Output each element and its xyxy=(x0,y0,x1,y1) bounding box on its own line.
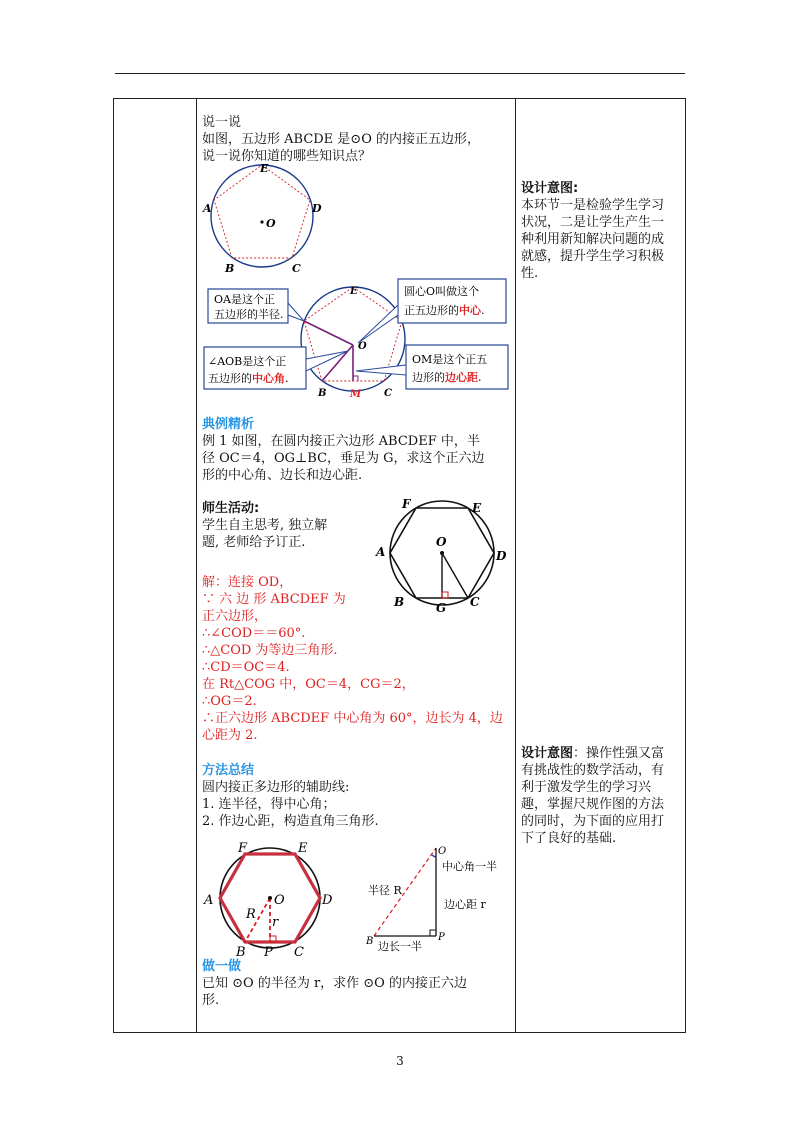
header-rule xyxy=(115,73,685,74)
callout-om-keyword: 边心距 xyxy=(445,371,478,384)
solution-line-2: ∵ 六 边 形 ABCDEF 为 xyxy=(202,592,346,607)
label-apothem: 边心距 r xyxy=(444,898,486,911)
hexagon-figure-2 xyxy=(200,838,340,960)
label-C: C xyxy=(384,388,392,399)
label-E: E xyxy=(260,162,269,175)
label-A: A xyxy=(376,545,386,559)
label-F: F xyxy=(402,497,411,511)
callout-aob-period: . xyxy=(285,372,289,385)
solution-line-8: ∴OG＝2. xyxy=(202,694,257,709)
solution-line-9: ∴正六边形 ABCDEF 中心角为 60°，边长为 4，边 xyxy=(202,711,503,726)
label-r: r xyxy=(272,915,279,930)
method-summary xyxy=(202,762,514,830)
do-it-heading: 做一做 xyxy=(202,959,242,974)
callout-om-period: . xyxy=(478,371,482,384)
callout-center-line1: 圆心O叫做这个 xyxy=(404,285,480,298)
method-line-3: 2. 作边心距，构造直角三角形. xyxy=(202,814,379,829)
label-B: B xyxy=(366,936,374,947)
solution-line-5: ∴△COD 为等边三角形. xyxy=(202,643,338,658)
right-triangle-figure xyxy=(360,842,515,954)
svg-text:正五边形的中心. xyxy=(404,303,485,317)
label-half-angle: 中心角一半 xyxy=(442,860,497,873)
design-intent-1-line-3: 种利用新知解决问题的成 xyxy=(521,232,665,247)
callout-om-line1: OM是这个正五 xyxy=(412,353,488,366)
say-line-1: 如图，五边形 ABCDE 是⊙O 的内接正五边形， xyxy=(202,132,480,147)
say-line-2: 说一说你知道的哪些知识点？ xyxy=(202,149,372,164)
label-O: O xyxy=(358,341,367,352)
column-divider-1 xyxy=(196,99,197,1032)
design-intent-2-line-5: 下了良好的基础. xyxy=(521,831,617,846)
label-O: O xyxy=(436,535,447,549)
solution-line-3: 正六边形， xyxy=(202,609,268,624)
teacher-activity xyxy=(202,500,377,551)
design-intent-1-line-2: 状况，二是让学生产生一 xyxy=(521,215,665,230)
main-column xyxy=(202,114,512,165)
label-B: B xyxy=(236,945,246,960)
design-intent-2-line-2: 利于激发学生的学习兴 xyxy=(521,780,652,795)
do-it-line-2: 形. xyxy=(202,993,220,1008)
method-heading: 方法总结 xyxy=(202,763,255,778)
callout-center-text: 正五边形的 xyxy=(404,304,459,317)
example-line-2: 径 OC＝4，OG⊥BC，垂足为 G，求这个正六边 xyxy=(202,451,485,466)
solution-line-1: 解：连接 OD， xyxy=(202,575,293,590)
svg-text:五边形的中心角. xyxy=(208,371,289,385)
teacher-line-2: 题, 老师给予订正. xyxy=(202,535,306,550)
label-O: O xyxy=(266,217,276,230)
label-D: D xyxy=(496,549,507,563)
label-E: E xyxy=(298,841,308,856)
design-intent-2-line-4: 的同时，为下面的应用打 xyxy=(521,814,665,829)
pentagon-figure xyxy=(200,162,320,277)
column-divider-2 xyxy=(515,99,516,1032)
label-B: B xyxy=(394,595,405,609)
solution-line-10: 心距为 2. xyxy=(202,728,258,743)
example-section xyxy=(202,416,514,484)
design-intent-2-line-3: 趣，掌握尺规作图的方法 xyxy=(521,797,665,812)
design-intent-1-line-4: 就感，提升学生学习积极 xyxy=(521,249,665,264)
label-G: G xyxy=(436,601,447,615)
label-P: P xyxy=(438,932,445,943)
label-D: D xyxy=(312,202,322,215)
label-P: P xyxy=(264,945,273,960)
design-intent-2-line-1: 有挑战性的数学活动，有 xyxy=(521,763,665,778)
label-C: C xyxy=(292,262,301,275)
design-intent-2 xyxy=(521,745,681,847)
do-it-line-1: 已知 ⊙O 的半径为 r，求作 ⊙O 的内接正六边 xyxy=(202,976,467,991)
callout-om-text: 边形的 xyxy=(412,371,445,384)
method-line-1: 圆内接正多边形的辅助线: xyxy=(202,780,350,795)
label-A: A xyxy=(204,893,214,908)
teacher-line-1: 学生自主思考, 独立解 xyxy=(202,518,328,533)
design-intent-2-title: 设计意图 xyxy=(521,746,574,761)
label-B: B xyxy=(318,388,327,399)
label-C: C xyxy=(294,945,304,960)
design-intent-2-title-rest: ：操作性强又富 xyxy=(573,746,665,761)
annotated-pentagon-figure xyxy=(200,275,512,405)
label-O: O xyxy=(274,893,285,908)
label-A: A xyxy=(203,202,212,215)
label-half-side: 边长一半 xyxy=(378,940,422,953)
solution-line-4: ∴∠COD＝＝60°. xyxy=(202,626,306,641)
solution-line-6: ∴CD＝OC＝4. xyxy=(202,660,290,675)
design-intent-1 xyxy=(521,180,681,282)
example-line-1: 例 1 如图，在圆内接正六边形 ABCDEF 中，半 xyxy=(202,434,480,449)
design-intent-1-line-1: 本环节一是检验学生学习 xyxy=(521,198,665,213)
label-radius: 半径 R xyxy=(368,884,402,897)
solution-line-7: 在 Rt△COG 中，OC＝4，CG＝2， xyxy=(202,677,415,692)
label-D: D xyxy=(322,893,333,908)
label-M: M xyxy=(350,389,362,400)
callout-oa-line2: 五边形的半径. xyxy=(214,308,284,321)
method-line-2: 1. 连半径，得中心角； xyxy=(202,797,336,812)
callout-aob-text: 五边形的 xyxy=(208,372,252,385)
example-line-3: 形的中心角、边长和边心距. xyxy=(202,468,363,483)
example-heading: 典例精析 xyxy=(202,417,255,432)
label-C: C xyxy=(470,595,480,609)
design-intent-1-title: 设计意图: xyxy=(521,181,579,196)
callout-oa-line1: OA是这个正 xyxy=(214,293,275,306)
callout-aob-line1: ∠AOB是这个正 xyxy=(208,355,287,368)
say-heading: 说一说 xyxy=(202,115,242,130)
page-number: 3 xyxy=(396,1054,404,1068)
svg-text:边形的边心距. xyxy=(412,370,482,384)
label-R: R xyxy=(246,907,256,922)
do-it-section xyxy=(202,958,514,1009)
callout-center-period: . xyxy=(481,304,485,317)
solution xyxy=(202,574,514,744)
label-B: B xyxy=(225,262,235,275)
design-intent-1-line-5: 性. xyxy=(521,266,539,281)
label-F: F xyxy=(238,841,248,856)
callout-center-keyword: 中心 xyxy=(459,304,481,317)
callout-aob-keyword: 中心角 xyxy=(252,372,285,385)
label-O: O xyxy=(438,846,447,857)
label-E: E xyxy=(472,501,482,515)
teacher-heading: 师生活动: xyxy=(202,501,260,516)
label-E: E xyxy=(350,286,358,297)
